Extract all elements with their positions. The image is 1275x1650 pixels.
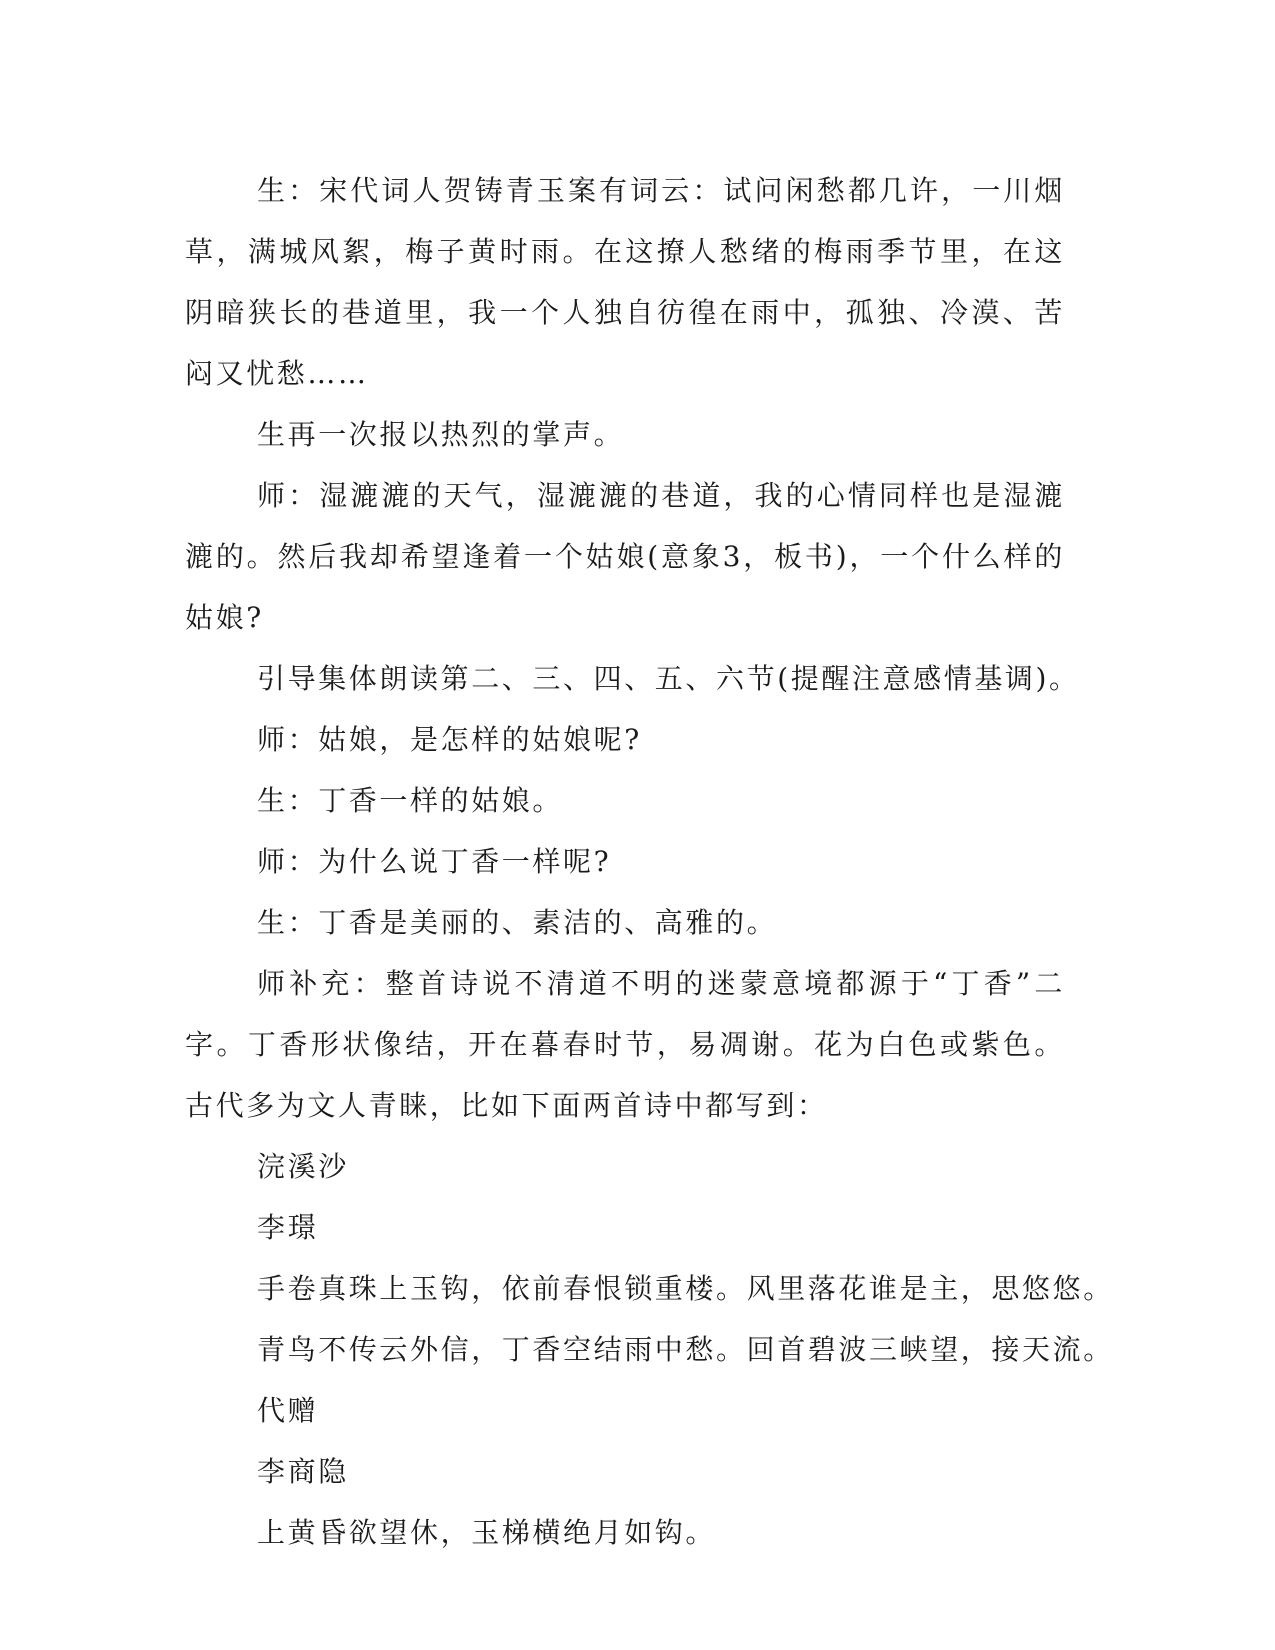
poem-title-daizeng: 代赠 — [257, 1394, 319, 1427]
poem-line: 上黄昏欲望休，玉梯横绝月如钩。 — [257, 1516, 717, 1549]
paragraph-teacher-supplement: 师补充：整首诗说不清道不明的迷蒙意境都源于“丁香”二字。丁香形状像结，开在暮春时节，易凋谢。花为白色或紫色。古代多为文人青睐，比如下面两首诗中都写到： — [185, 967, 1065, 1122]
paragraph-teacher-question: 师：姑娘，是怎样的姑娘呢? — [257, 723, 642, 756]
paragraph-student-quote: 生：宋代词人贺铸青玉案有词云：试问闲愁都几许，一川烟草，满城风絮，梅子黄时雨。在这撩人愁绪的梅雨季节里，在这阴暗狭长的巷道里，我一个人独自彷徨在雨中，孤独、冷漠、苦闷又忧愁…… — [185, 174, 1065, 390]
paragraph-teacher-wet: 师：湿漉漉的天气，湿漉漉的巷道，我的心情同样也是湿漉漉的。然后我却希望逢着一个姑娘(意象3，板书)，一个什么样的姑娘? — [185, 479, 1065, 634]
paragraph-student-lilac: 生：丁香是美丽的、素洁的、高雅的。 — [257, 906, 778, 939]
paragraph-group-reading: 引导集体朗读第二、三、四、五、六节(提醒注意感情基调)。 — [257, 662, 1080, 695]
paragraph-applause: 生再一次报以热烈的掌声。 — [257, 418, 625, 451]
paragraph-teacher-why: 师：为什么说丁香一样呢? — [257, 845, 612, 878]
paragraph-student-answer: 生：丁香一样的姑娘。 — [257, 784, 564, 817]
poem-author-lishangyin: 李商隐 — [257, 1455, 349, 1488]
poem-title-huanxisha: 浣溪沙 — [257, 1150, 349, 1183]
poem-author-lijing: 李璟 — [257, 1211, 319, 1244]
document-body — [185, 160, 1114, 1563]
poem-line: 青鸟不传云外信，丁香空结雨中愁。回首碧波三峡望，接天流。 — [257, 1333, 1114, 1366]
poem-line: 手卷真珠上玉钩，依前春恨锁重楼。风里落花谁是主，思悠悠。 — [257, 1272, 1114, 1305]
